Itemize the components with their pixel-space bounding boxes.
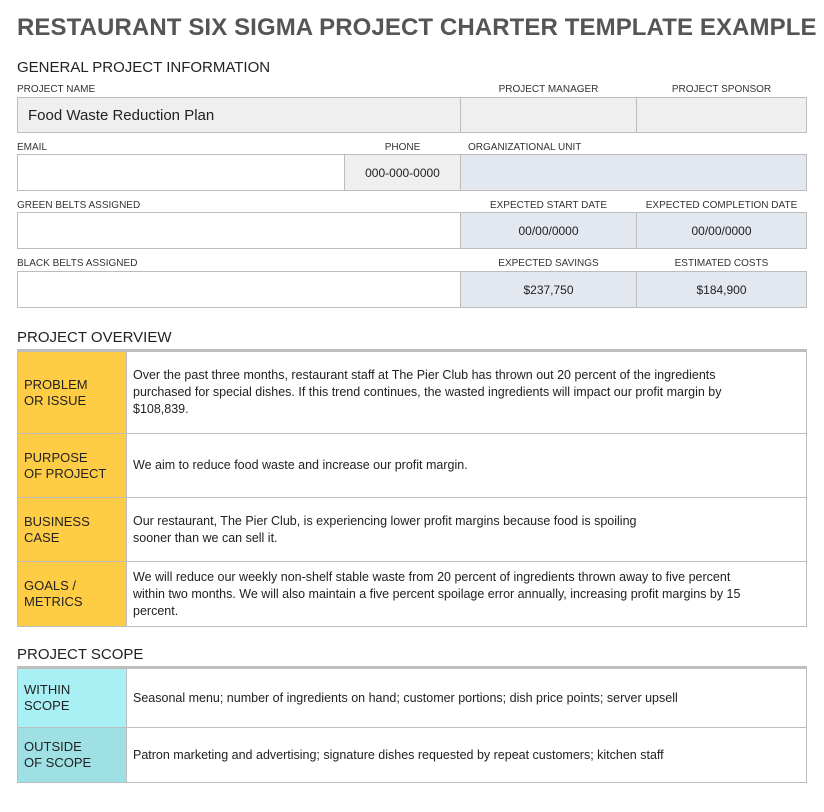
scope-row-label: OUTSIDE OF SCOPE: [18, 728, 126, 782]
black-belts-field[interactable]: [17, 271, 461, 308]
project-manager-field[interactable]: [460, 97, 637, 133]
savings-label: EXPECTED SAVINGS: [498, 258, 599, 269]
overview-row-goals: [17, 562, 807, 627]
overview-row-label: PURPOSE OF PROJECT: [18, 434, 126, 497]
green-belts-label: GREEN BELTS ASSIGNED: [17, 200, 141, 211]
costs-label: ESTIMATED COSTS: [674, 258, 769, 269]
completion-date-field[interactable]: 00/00/0000: [636, 212, 807, 249]
overview-row-text[interactable]: We aim to reduce food waste and increase our profit margin.: [126, 434, 806, 497]
scope-table: [17, 666, 807, 783]
org-unit-label: ORGANIZATIONAL UNIT: [468, 142, 582, 153]
project-manager-label: PROJECT MANAGER: [498, 84, 599, 95]
overview-row-label: GOALS / METRICS: [18, 562, 126, 626]
savings-field[interactable]: $237,750: [460, 271, 637, 308]
completion-date-label: EXPECTED COMPLETION DATE: [645, 200, 798, 211]
overview-row-label: PROBLEM OR ISSUE: [18, 352, 126, 433]
overview-heading: PROJECT OVERVIEW: [17, 329, 172, 346]
overview-row-label: BUSINESS CASE: [18, 498, 126, 561]
scope-row-text[interactable]: Seasonal menu; number of ingredients on hand; customer portions; dish price points; server upsell: [126, 669, 806, 727]
green-belts-field[interactable]: [17, 212, 461, 249]
scope-row-outside: [17, 728, 807, 783]
scope-row-within: [17, 669, 807, 728]
costs-field[interactable]: $184,900: [636, 271, 807, 308]
phone-label: PHONE: [384, 142, 421, 153]
project-name-field[interactable]: Food Waste Reduction Plan: [17, 97, 461, 133]
email-label: EMAIL: [17, 142, 48, 153]
overview-table: [17, 349, 807, 627]
org-unit-field[interactable]: [460, 154, 807, 191]
overview-row-business-case: [17, 498, 807, 562]
scope-row-label: WITHIN SCOPE: [18, 669, 126, 727]
overview-row-text[interactable]: Over the past three months, restaurant staff at The Pier Club has thrown out 20 percent of the ingredients purchased for special dishes. If this trend continues, the wasted ingredients will impact our profit margin by $108,839.: [126, 352, 806, 433]
overview-row-text[interactable]: We will reduce our weekly non-shelf stable waste from 20 percent of ingredients thrown away to five percent within two months. We will also maintain a five percent spoilage error annually, increasing profit margins by 15 percent.: [126, 562, 806, 626]
phone-field[interactable]: 000-000-0000: [344, 154, 461, 191]
general-info-heading: GENERAL PROJECT INFORMATION: [17, 59, 271, 76]
scope-row-text[interactable]: Patron marketing and advertising; signature dishes requested by repeat customers; kitchen staff: [126, 728, 806, 782]
start-date-label: EXPECTED START DATE: [489, 200, 608, 211]
project-sponsor-field[interactable]: [636, 97, 807, 133]
project-sponsor-label: PROJECT SPONSOR: [671, 84, 772, 95]
overview-row-text[interactable]: Our restaurant, The Pier Club, is experiencing lower profit margins because food is spoiling sooner than we can sell it.: [126, 498, 806, 561]
scope-heading: PROJECT SCOPE: [17, 646, 144, 663]
overview-row-purpose: [17, 434, 807, 498]
black-belts-label: BLACK BELTS ASSIGNED: [17, 258, 138, 269]
document-title: RESTAURANT SIX SIGMA PROJECT CHARTER TEMPLATE EXAMPLE: [17, 14, 817, 41]
email-field[interactable]: [17, 154, 345, 191]
project-name-label: PROJECT NAME: [17, 84, 96, 95]
start-date-field[interactable]: 00/00/0000: [460, 212, 637, 249]
overview-row-problem: [17, 352, 807, 434]
